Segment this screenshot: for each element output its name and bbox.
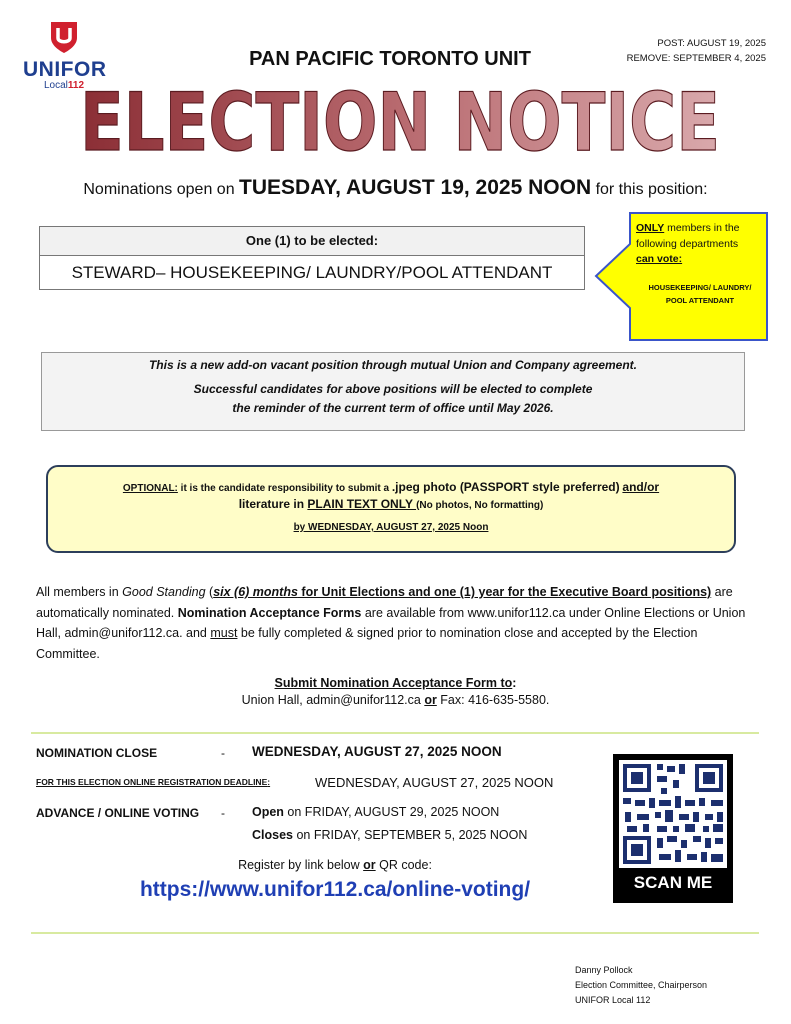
unifor-shield-icon: [49, 20, 79, 54]
optional-line-2: literature in PLAIN TEXT ONLY (No photos, No formatting): [238, 497, 544, 511]
signature-block: [575, 963, 707, 1008]
svg-text:ELECTION NOTICE: ELECTION NOTICE: [80, 82, 720, 162]
qr-code-icon: [613, 754, 733, 874]
eligibility-departments: HOUSEKEEPING/ LAUNDRY/ POOL ATTENDANT: [648, 283, 752, 305]
online-voting-link[interactable]: https://www.unifor112.ca/online-voting/: [139, 878, 531, 901]
nomination-close-label: NOMINATION CLOSE: [36, 746, 158, 760]
advance-voting-label: ADVANCE / ONLINE VOTING: [36, 806, 200, 820]
post-dates: [627, 36, 766, 66]
signature-name: Danny Pollock: [575, 965, 633, 975]
signature-role: Election Committee, Chairperson: [575, 980, 708, 990]
info-line-2: Successful candidates for above positions will be elected to complete: [193, 382, 593, 396]
nominations-open: Nominations open on TUESDAY, AUGUST 19, 2025 NOON for this position:: [83, 176, 708, 199]
unit-title: PAN PACIFIC TORONTO UNIT: [249, 48, 531, 70]
info-box: [41, 352, 745, 431]
close-dash: -: [221, 746, 225, 760]
registration-deadline-label: FOR THIS ELECTION ONLINE REGISTRATION DEADLINE:: [36, 777, 271, 787]
submit-contact: Union Hall, admin@unifor112.ca or Fax: 416-635-5580.: [241, 693, 550, 707]
remove-date: REMOVE: SEPTEMBER 4, 2025: [626, 53, 766, 64]
registration-deadline-value: WEDNESDAY, AUGUST 27, 2025 NOON: [315, 775, 554, 790]
info-line-3: the reminder of the current term of office until May 2026.: [232, 401, 554, 415]
position-name: STEWARD– HOUSEKEEPING/ LAUNDRY/POOL ATTENDANT: [71, 263, 553, 282]
divider-top: [31, 732, 759, 734]
post-date: POST: AUGUST 19, 2025: [657, 38, 766, 49]
info-line-1: This is a new add-on vacant position through mutual Union and Company agreement.: [148, 358, 638, 372]
scan-me-caption: SCAN ME: [633, 873, 713, 892]
submit-title: Submit Nomination Acceptance Form to:: [274, 676, 517, 690]
voting-open: Open on FRIDAY, AUGUST 29, 2025 NOON: [252, 805, 500, 819]
divider-bottom: [31, 932, 759, 934]
eligibility-paragraph: All members in Good Standing (six (6) months for Unit Elections and one (1) year for the Executive Board positions) are automatically nominated. Nomination Acceptance Forms are available from www.unifor112.ca under Online Elections or Union Hall, admin@unifor112.ca. and must be fully completed & signed prior to nomination close and accepted by the Election Committee.: [36, 585, 746, 661]
register-instructions: Register by link below or QR code:: [238, 858, 432, 872]
nomination-close-value: WEDNESDAY, AUGUST 27, 2025 NOON: [252, 744, 502, 759]
advance-dash: -: [221, 806, 225, 820]
eligibility-text: ONLY members in the following departments can vote:: [636, 222, 740, 265]
logo-wordmark: UNIFOR: [23, 58, 107, 81]
voting-closes: Closes on FRIDAY, SEPTEMBER 5, 2025 NOON: [252, 828, 528, 842]
position-count: One (1) to be elected:: [40, 227, 584, 256]
election-notice-title: [0, 82, 791, 162]
optional-deadline: by WEDNESDAY, AUGUST 27, 2025 Noon: [293, 522, 489, 533]
optional-line-1: OPTIONAL: it is the candidate responsibility to submit a .jpeg photo (PASSPORT style preferred) and/or: [122, 480, 660, 494]
signature-org: UNIFOR Local 112: [575, 995, 651, 1005]
logo-local: Local112: [44, 80, 85, 91]
optional-box: [46, 465, 736, 553]
position-box: [39, 226, 585, 290]
